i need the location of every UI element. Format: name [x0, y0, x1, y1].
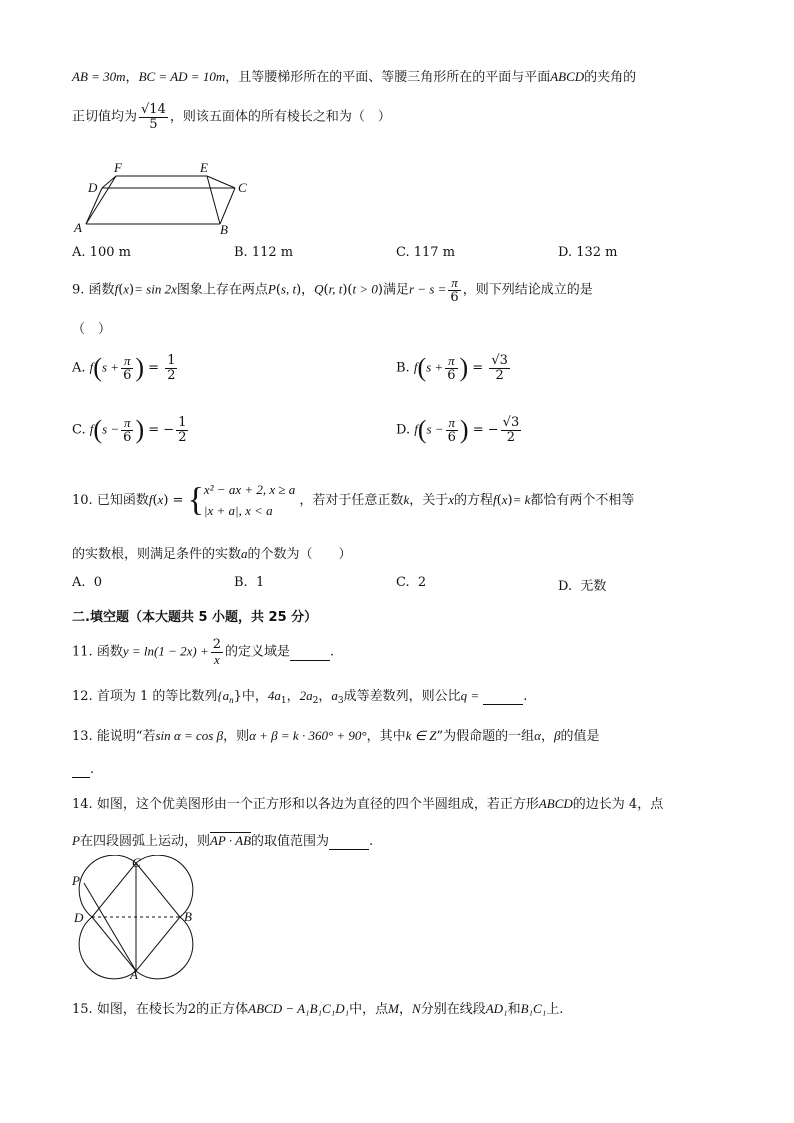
- edge-bc: [220, 188, 235, 224]
- q9-option-b[interactable]: B. f(s + $\frac{\pi}{6}$ ) = $\frac{√3}{2}$: [396, 353, 508, 383]
- q8-option-d[interactable]: D. 132 m: [558, 245, 618, 260]
- label-e: E: [200, 160, 208, 175]
- semicircle-cb: [136, 855, 193, 917]
- label-p: P: [72, 873, 80, 888]
- q14-square-semicircles-figure: [66, 855, 216, 980]
- label-b: B: [220, 222, 228, 235]
- edge-ec: [207, 176, 235, 188]
- q12-stem: 12. 首项为 1 的等比数列$\{a_n\}$中，$4a_1$，$2a_2$，$a_3$成等差数列，则公比q = .: [72, 688, 528, 706]
- q10-stem: 10. 已知函数f(x) = {x² − ax + 2, x ≥ a |x + a|, x < a ，若对于任意正数k，关于x的方程f(x)= k都恰有两个不相等: [72, 480, 634, 521]
- semicircle-ad: [79, 917, 136, 979]
- q9-option-c[interactable]: C. f(s − $\frac{\pi}{6}$ ) = − $\frac{1}{2}$: [72, 415, 187, 445]
- q9-paren: （ ）: [72, 322, 112, 337]
- q8-pentahedron-figure: [72, 160, 262, 235]
- q10-option-a[interactable]: A. 0: [72, 575, 103, 590]
- q12-answer-blank[interactable]: [483, 689, 523, 705]
- label-b: B: [184, 909, 192, 924]
- q10-option-d[interactable]: D. 无数: [558, 579, 607, 594]
- q8-option-c[interactable]: C. 117 m: [396, 245, 456, 260]
- label-c: C: [132, 855, 141, 870]
- q11-stem: 11. 函数y = ln(1 − 2x) + $\frac{2}{x}$ 的定义域是 .: [72, 637, 335, 667]
- label-a: A: [130, 967, 138, 980]
- semicircle-ba: [136, 917, 193, 979]
- q14-line2: P在四段圆弧上运动，则AP · AB的取值范围为 .: [72, 833, 374, 849]
- q9-pi-over-6: $\frac{\pi}{6}$: [450, 275, 459, 305]
- label-f: F: [114, 160, 122, 175]
- q14-stem: 14. 如图，这个优美图形由一个正方形和以各边为直径的四个半圆组成，若正方形ABCD的边长为 4，点: [72, 796, 664, 812]
- label-d: D: [74, 910, 84, 925]
- section-2-title: 二.填空题（本大题共 5 小题，共 25 分）: [72, 610, 318, 625]
- edge-eb: [207, 176, 220, 224]
- segment-pa: [84, 883, 136, 971]
- q8-line2: 正切值均为 $\frac{√14}{5}$ ，则该五面体的所有棱长之和为（ ）: [72, 102, 391, 132]
- q8-ab: AB = 30m: [72, 69, 126, 84]
- q11-answer-blank[interactable]: [290, 645, 330, 661]
- q15-stem: 15. 如图，在棱长为2的正方体ABCD − A₁B₁C₁D₁中，点M，N分别在线段AD₁和B₁C₁上.: [72, 1001, 564, 1017]
- q9-option-a[interactable]: A. f(s + $\frac{\pi}{6}$ ) = $\frac{1}{2}$: [72, 353, 176, 383]
- label-d: D: [88, 180, 98, 195]
- q8-line1: AB = 30m，BC = AD = 10m，且等腰梯形所在的平面、等腰三角形所在的平面与平面ABCD的夹角的: [72, 69, 637, 85]
- label-c: C: [238, 180, 247, 195]
- q8-bc: BC = AD = 10m: [138, 69, 226, 84]
- q13-answer-blank[interactable]: [72, 762, 90, 778]
- q9-option-d[interactable]: D. f(s − $\frac{\pi}{6}$ ) = − $\frac{√3}{2}$: [396, 415, 520, 445]
- q10-option-c[interactable]: C. 2: [396, 575, 427, 590]
- q10-piecewise: x² − ax + 2, x ≥ a |x + a|, x < a: [203, 482, 296, 518]
- q9-stem: 9. 函数f(x)= sin 2x图象上存在两点P(s, t)，Q(r, t)(t > 0)满足r − s = $\frac{\pi}{6}$ ，则下列结论成立的是: [72, 275, 593, 305]
- semicircle-dc: [79, 855, 136, 917]
- q13-stem: 13. 能说明“若sin α = cos β，则α + β = k · 360° + 90°，其中k ∈ Z”为假命题的一组α，β的值是: [72, 728, 600, 744]
- q8-option-b[interactable]: B. 112 m: [234, 245, 294, 260]
- q14-answer-blank[interactable]: [329, 834, 369, 850]
- q13-blank-line: .: [72, 762, 94, 778]
- q8-tan-fraction: $\frac{√14}{5}$: [141, 102, 166, 132]
- edge-fd: [102, 176, 116, 188]
- label-a: A: [74, 220, 82, 235]
- q10-option-b[interactable]: B. 1: [234, 575, 265, 590]
- q10-line2: 的实数根，则满足条件的实数a的个数为（ ）: [72, 546, 352, 562]
- q8-option-a[interactable]: A. 100 m: [72, 245, 131, 260]
